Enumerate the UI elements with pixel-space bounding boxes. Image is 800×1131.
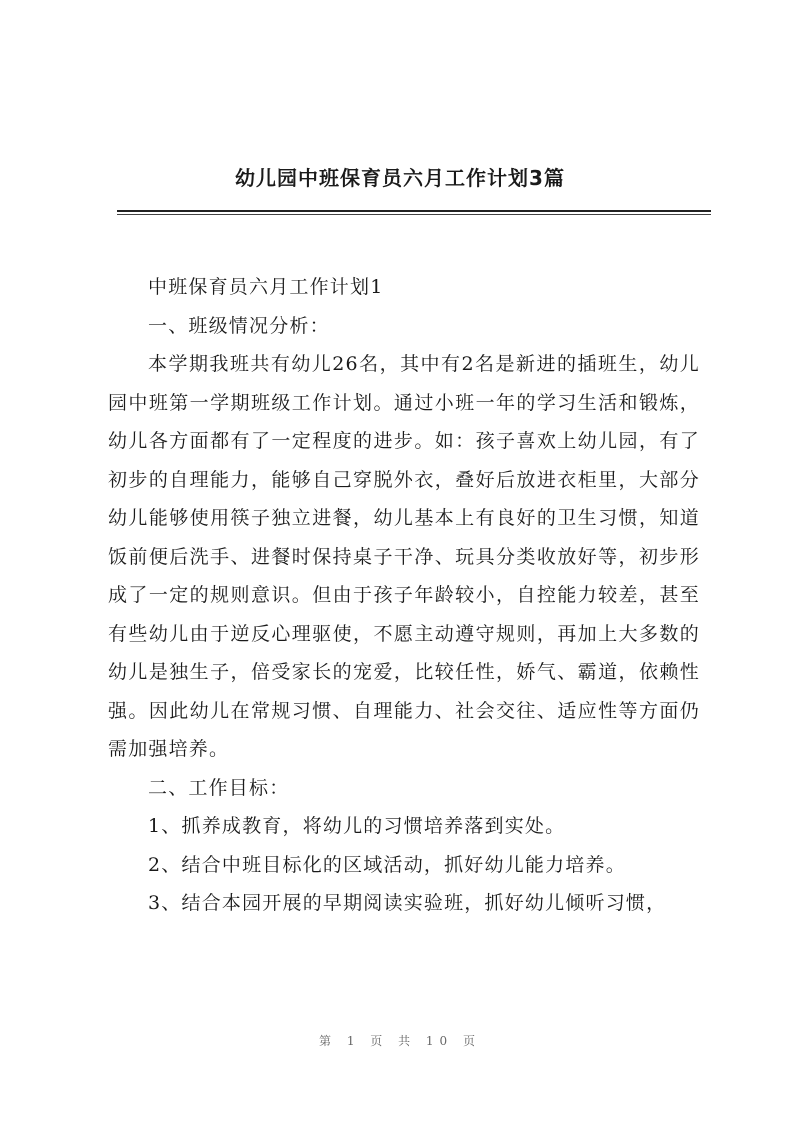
document-title: 幼儿园中班保育员六月工作计划3篇 bbox=[235, 166, 565, 190]
body-paragraph: 本学期我班共有幼儿26名，其中有2名是新进的插班生，幼儿园中班第一学期班级工作计划。通过小班一年的学习生活和锻炼，幼儿各方面都有了一定程度的进步。如：孩子喜欢上幼儿园，有了初步的自理能力，能够自己穿脱外衣，叠好后放进衣柜里，大部分幼儿能够使用筷子独立进餐，幼儿基本上有良好的卫生习惯，知道饭前便后洗手、进餐时保持桌子干净、玩具分类收放好等，初步形成了一定的规则意识。但由于孩子年龄较小，自控能力较差，甚至有些幼儿由于逆反心理驱使，不愿主动遵守规则，再加上大多数的幼儿是独生子，倍受家长的宠爱，比较任性，娇气、霸道，依赖性强。因此幼儿在常规习惯、自理能力、社会交往、适应性等方面仍需加强培养。 bbox=[108, 353, 700, 760]
subsection-heading: 二、工作目标： bbox=[148, 776, 290, 799]
document-body bbox=[108, 268, 700, 923]
list-item: 3、结合本园开展的早期阅读实验班，抓好幼儿倾听习惯， bbox=[148, 892, 667, 914]
section-heading: 中班保育员六月工作计划1 bbox=[148, 276, 384, 298]
subsection-heading: 一、班级情况分析： bbox=[148, 314, 330, 337]
title-underline bbox=[117, 210, 711, 212]
list-item: 1、抓养成教育，将幼儿的习惯培养落到实处。 bbox=[148, 815, 566, 837]
page-number-footer: 第 1 页 共 10 页 bbox=[319, 1034, 481, 1048]
title-underline-thin bbox=[117, 214, 711, 215]
list-item: 2、结合中班目标化的区域活动，抓好幼儿能力培养。 bbox=[148, 853, 626, 876]
